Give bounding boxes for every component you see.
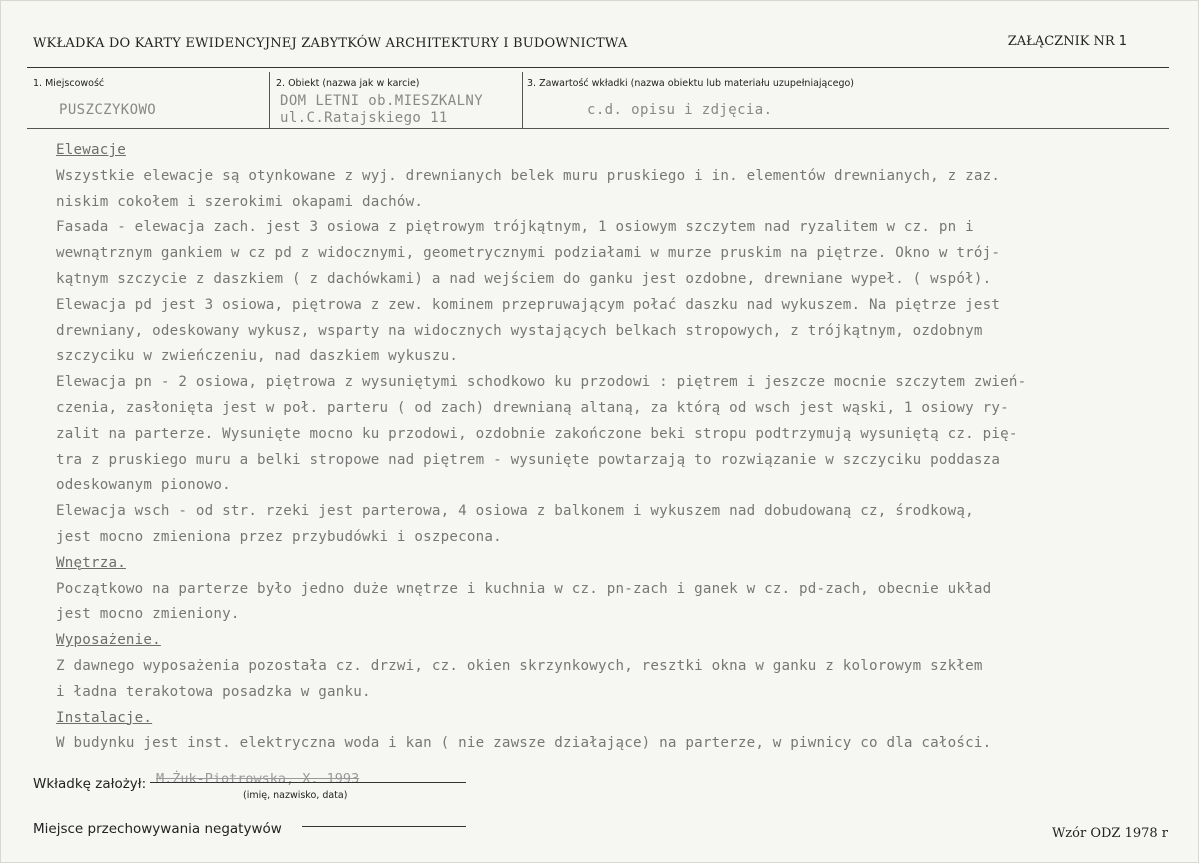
created-by-line [150,782,466,783]
body-line [56,267,1166,293]
body-line-text: Wszystkie elewacje są otynkowane z wyj. drewnianych belek muru pruskiego i in. elementów drewnianych, z zaz. [56,167,1001,184]
storage-label: Miejsce przechowywania negatywów [33,821,282,837]
section-heading [56,628,1166,654]
body-line [56,448,1166,474]
locality-label: 1. Miejscowość [33,78,105,89]
body-line-text: odeskowanym pionowo. [56,477,231,494]
body-line-text: niskim cokołem i szerokimi okapami dachów. [56,193,424,210]
content-value: c.d. opisu i zdjęcia. [587,102,773,118]
content-label: 3. Zawartość wkładki (nazwa obiektu lub materiału uzupełniającego) [527,78,854,89]
body-line [56,602,1166,628]
body-line-text: drewniany, odeskowany wykusz, wsparty na widocznych wystających belkach stropowych, z trójkątnym, ozdobnym [56,322,983,339]
fields-bottom-rule [27,128,1169,129]
body-line [56,499,1166,525]
header-rule [27,67,1169,68]
object-value-line1: DOM LETNI ob.MIESZKALNY [280,93,484,109]
storage-line [302,826,466,827]
body-line-text: jest mocno zmieniona przez przybudówki i oszpecona. [56,528,502,545]
annex-label-text: ZAŁĄCZNIK NR [1007,34,1115,49]
body-line-text: czenia, zasłonięta jest w poł. parteru ( od zach) drewnianą altaną, za którą od wsch jest wąski, 1 osiowy ry- [56,399,1009,416]
body-line-text: jest mocno zmieniony. [56,606,240,623]
body-line [56,577,1166,603]
object-label: 2. Obiekt (nazwa jak w karcie) [276,78,420,89]
locality-value: PUSZCZYKOWO [59,102,157,118]
body-line [56,215,1166,241]
body-line [56,190,1166,216]
fields-row [27,72,1169,128]
body-line [56,473,1166,499]
section-heading [56,706,1166,732]
body-line [56,344,1166,370]
body-line [56,370,1166,396]
created-by-label-text: Wkładkę założył [33,776,142,792]
object-value-line2: ul.C.Ratajskiego 11 [280,110,448,126]
body-line [56,731,1166,757]
section-heading-text: Wyposażenie. [56,632,161,649]
body-line-text: szczyciku w zwieńczeniu, nad daszkiem wykuszu. [56,348,459,365]
field-object [269,72,523,128]
body-line [56,319,1166,345]
section-heading-text: Instalacje. [56,709,153,726]
annex-label [1008,34,1127,49]
body-line-text: Fasada - elewacja zach. jest 3 osiowa z piętrowym trójkątnym, 1 osiowym szczytem nad ryzalitem w cz. pn i [56,219,974,236]
body-line-text: Z dawnego wyposażenia pozostała cz. drzwi, cz. okien skrzynkowych, resztki okna w ganku z kolorowym szkłem [56,657,983,674]
body-line-text: wewnątrznym gankiem w cz pd z widocznymi, geometrycznymi podziałami w murze pruskim na piętrze. Okno w trój- [56,245,1001,262]
body-line [56,164,1166,190]
field-locality [27,72,269,128]
created-by-label: Wkładkę założył: [33,776,147,792]
card-title: WKŁADKA DO KARTY EWIDENCYJNEJ ZABYTKÓW ARCHITEKTURY I BUDOWNICTWA [33,36,628,51]
body-line-text: Początkowo na parterze było jedno duże wnętrze i kuchnia w cz. pn-zach i ganek w cz. pd-zach, obecnie układ [56,580,992,597]
created-by-value-text: M.Żuk-Piotrowska, X. 1993 [156,771,360,787]
section-heading-text: Elewacje [56,142,126,158]
body-line-text: kątnym szczycie z daszkiem ( z dachówkami) a nad wejściem do ganku jest ozdobne, drewniane wypeł. ( współ). [56,270,992,287]
section-heading [56,551,1166,577]
body-line [56,654,1166,680]
body-line [56,293,1166,319]
body-line [56,241,1166,267]
body-line-text: i ładna terakotowa posadzka w ganku. [56,683,371,700]
field-content [521,72,1169,128]
body-line-text: Elewacja pn - 2 osiowa, piętrowa z wysuniętymi schodkowo ku przodowi : piętrem i jeszcze mocnie szczytem zwień- [56,374,1027,391]
created-by-value [156,771,359,787]
section-heading-text: Wnętrza. [56,554,126,571]
body-line-text: tra z pruskiego muru a belki stropowe nad piętrem - wysunięte powtarzają to rozwiązanie w szczyciku poddasza [56,451,1001,468]
body-line-text: Elewacja wsch - od str. rzeki jest parterowa, 4 osiowa z balkonem i wykuszem nad dobudowaną cz, środkową, [56,503,974,520]
body-line [56,680,1166,706]
created-by-hint: (imię, nazwisko, data) [243,790,348,801]
body-line-text: W budynku jest inst. elektryczna woda i kan ( nie zawsze działające) na parterze, w piwnicy co dla całości. [56,735,992,752]
form-model-label: Wzór ODZ 1978 r [1051,826,1168,841]
body-line-text: zalit na parterze. Wysunięte mocno ku przodowi, ozdobnie zakończone beki stropu podtrzymują wysuniętą cz. pię- [56,425,1018,442]
description-body [56,138,1166,757]
section-heading [56,138,1166,164]
body-line [56,396,1166,422]
annex-number: 1 [1118,34,1127,49]
body-line [56,525,1166,551]
body-line [56,422,1166,448]
body-line-text: Elewacja pd jest 3 osiowa, piętrowa z zew. kominem przepruwającym połać daszku nad wykuszem. Na piętrze jest [56,296,1001,313]
